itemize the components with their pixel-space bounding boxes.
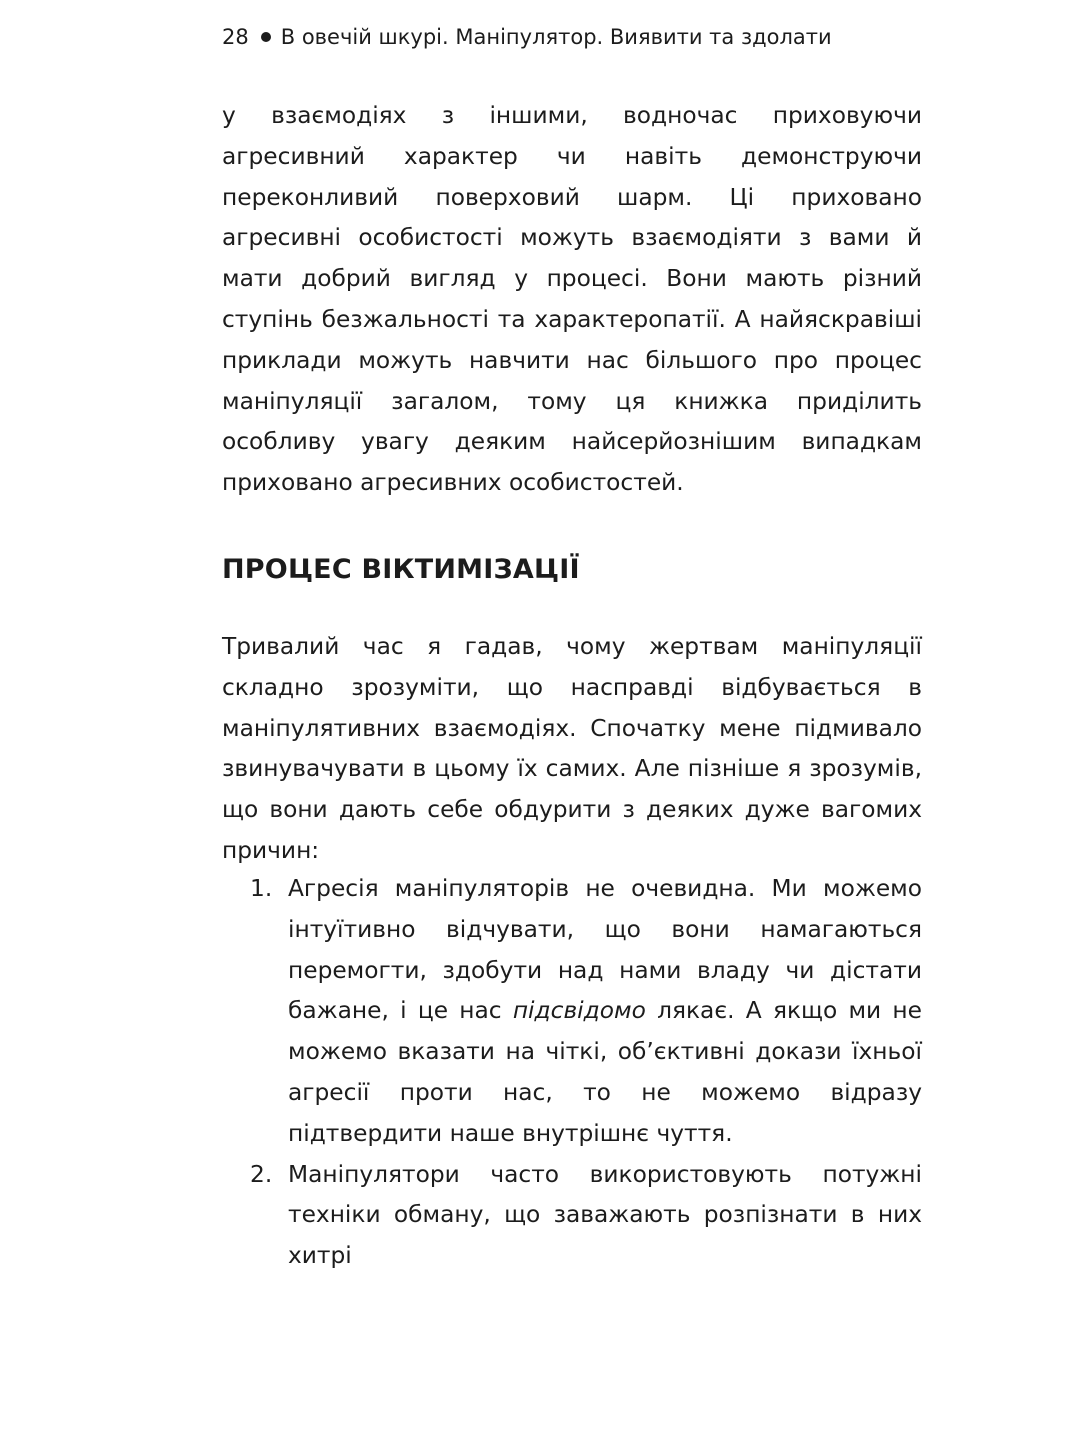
list-item-2-text: Маніпулятори часто використовують потужні техніки обману, що заважають розпізнати в них хитрі	[288, 1160, 922, 1270]
section-heading: ПРОЦЕС ВІКТИМІЗАЦІЇ	[222, 554, 580, 585]
list-item-1-text-before: Агресія маніпуляторів не очевидна. Ми можемо інтуїтивно відчувати, що вони намагаються перемогти, здобути над нами владу чи дістати бажане, і це нас	[288, 875, 922, 1025]
running-header	[222, 22, 922, 52]
list-item-2	[222, 1155, 922, 1277]
book-title: В овечій шкурі. Маніпулятор. Виявити та здолати	[280, 25, 832, 49]
paragraph-2: Тривалий час я гадав, чому жертвам маніпуляції складно зрозуміти, що насправді відбувається в маніпулятивних взаємодіях. Спочатку мене підмивало звинувачувати в цьому їх самих. Але пізніше я зрозумів, що вони дають себе обдурити з деяких дуже вагомих причин:	[222, 633, 922, 864]
list-item-1-text-after: лякає. А якщо ми не можемо вказати на чіткі, об’єктивні докази їхньої агресії проти нас, то не можемо відразу підтвердити наше внутрішнє чуття.	[288, 997, 922, 1147]
numbered-list	[222, 869, 922, 1277]
list-item-2-number: 2.	[250, 1160, 273, 1188]
list-item-1-italic: підсвідомо	[512, 997, 646, 1025]
header-bullet-icon	[261, 32, 271, 42]
paragraph-1: у взаємодіях з іншими, водночас приховуючи агресивний характер чи навіть демонструючи переконливий поверховий шарм. Ці приховано агресивні особистості можуть взаємодіяти з вами й мати добрий вигляд у процесі. Вони мають різний ступінь безжальності та характеропатії. А найяскравіші приклади можуть навчити нас більшого про процес маніпуляції загалом, тому ця книжка приділить особливу увагу деяким найсерйознішим випадкам приховано агресивних особистостей.	[222, 102, 922, 497]
list-item-1	[222, 869, 922, 1155]
list-item-1-number: 1.	[250, 875, 273, 902]
page-number: 28	[222, 25, 249, 49]
